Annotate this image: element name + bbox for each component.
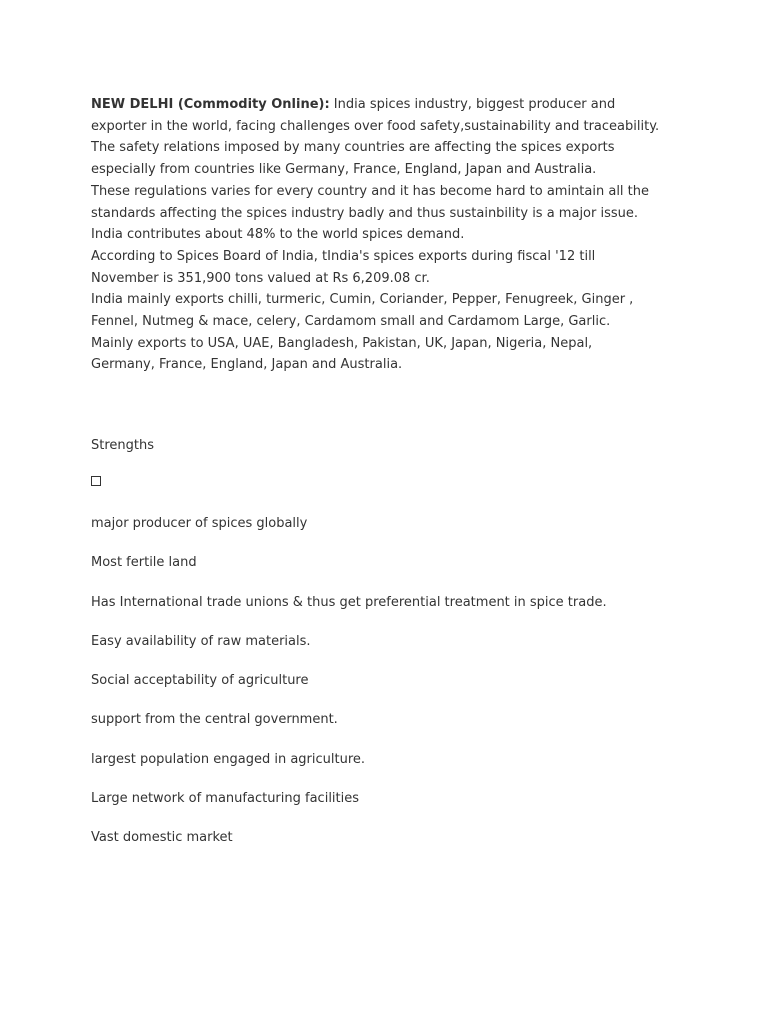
list-item: Easy availability of raw materials. [91, 633, 311, 649]
list-item: major producer of spices globally [91, 516, 308, 531]
list-item: Vast domestic market [91, 830, 233, 846]
article-dateline: NEW DELHI (Commodity Online): [91, 97, 330, 112]
list-item: Has International trade unions & thus get preferential treatment in spice trade. [91, 594, 607, 610]
article-line: These regulations varies for every country and it has become hard to amintain all the [91, 183, 650, 199]
article-line: especially from countries like Germany, France, England, Japan and Australia. [91, 162, 597, 178]
article-line: India mainly exports chilli, turmeric, Cumin, Coriander, Pepper, Fenugreek, Ginger , [91, 292, 634, 308]
strengths-list [91, 514, 607, 868]
list-item: Most fertile land [91, 555, 197, 571]
article-body [91, 94, 691, 376]
article-line: standards affecting the spices industry badly and thus sustainbility is a major issue. [91, 205, 639, 221]
document-page [91, 94, 691, 376]
article-line: The safety relations imposed by many countries are affecting the spices exports [91, 140, 615, 156]
strengths-heading: Strengths [91, 438, 155, 453]
list-item: largest population engaged in agriculture. [91, 751, 366, 767]
article-line [91, 94, 691, 116]
list-item: Large network of manufacturing facilities [91, 791, 360, 807]
article-line: exporter in the world, facing challenges over food safety,sustainability and traceability. [91, 118, 660, 134]
list-item: support from the central government. [91, 712, 338, 728]
checkbox-glyph-icon [91, 476, 101, 486]
article-line: Germany, France, England, Japan and Australia. [91, 357, 403, 373]
article-line: November is 351,900 tons valued at Rs 6,209.08 cr. [91, 270, 430, 286]
article-line: India contributes about 48% to the world spices demand. [91, 227, 465, 243]
article-line: According to Spices Board of India, tIndia's spices exports during fiscal '12 till [91, 248, 596, 264]
article-line-text: India spices industry, biggest producer and [329, 97, 616, 112]
article-line: Fennel, Nutmeg & mace, celery, Cardamom small and Cardamom Large, Garlic. [91, 314, 611, 330]
article-line: Mainly exports to USA, UAE, Bangladesh, Pakistan, UK, Japan, Nigeria, Nepal, [91, 335, 593, 351]
list-item: Social acceptability of agriculture [91, 673, 309, 689]
